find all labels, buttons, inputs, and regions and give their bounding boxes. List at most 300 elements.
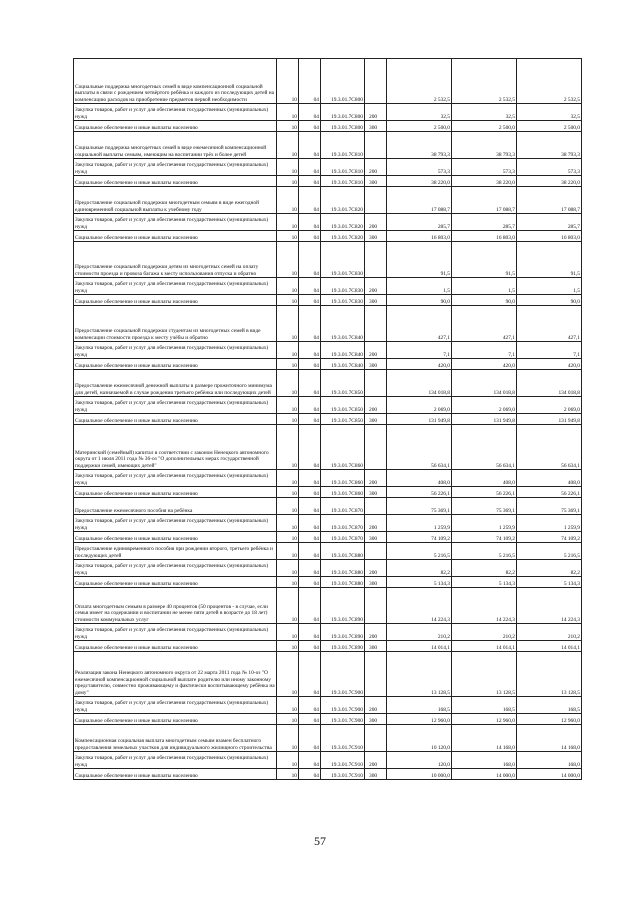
row-name: Предоставление социальной поддержки многодетным семьям в виде ежегодной единовременной социальной выплаты к учебному году: [74, 187, 277, 214]
row-name: Социальное обеспечение и иные выплаты населению: [74, 176, 277, 187]
expense-type-code: 300: [365, 414, 387, 425]
amount-year-1: 56 634,1: [387, 425, 452, 470]
amount-year-2: 13 128,5: [452, 652, 517, 697]
amount-year-2: 56 226,1: [452, 487, 517, 498]
row-name: Компенсационная социальная выплата многодетным семьям взамен бесплатного предоставления земельных участков для индивидуального жилищного строительства: [74, 725, 277, 752]
amount-year-3: 75 369,1: [517, 498, 582, 515]
table-row: [74, 624, 582, 641]
amount-year-3: 14 224,3: [517, 588, 582, 624]
amount-year-3: 131 949,8: [517, 414, 582, 425]
table-row: [74, 242, 582, 278]
amount-year-3: 38 793,3: [517, 132, 582, 159]
amount-year-2: 14 224,3: [452, 588, 517, 624]
section-code: 10: [277, 104, 299, 121]
amount-year-3: 17 088,7: [517, 187, 582, 214]
section-code: 10: [277, 214, 299, 231]
amount-year-2: 91,5: [452, 242, 517, 278]
row-name: Закупка товаров, работ и услуг для обеспечения государственных (муниципальных) нужд: [74, 397, 277, 414]
table-row: [74, 560, 582, 577]
section-code: 10: [277, 231, 299, 242]
row-name: Социальное обеспечение и иные выплаты населению: [74, 714, 277, 725]
row-name: Оплата многодетным семьям в размере 40 процентов (50 процентов - в случае, если семья имеет на содержании и воспитании не менее пяти детей в возрасте до 18 лет) стоимости коммунальных услуг: [74, 588, 277, 624]
budget-table: [73, 58, 582, 780]
amount-year-1: 120,0: [387, 752, 452, 769]
amount-year-1: 90,0: [387, 295, 452, 306]
target-article-code: 19.3.01.7С810: [321, 176, 365, 187]
amount-year-3: 2 532,5: [517, 59, 582, 104]
amount-year-3: 573,3: [517, 159, 582, 176]
subsection-code: 04: [299, 652, 321, 697]
amount-year-2: 427,1: [452, 306, 517, 342]
amount-year-2: 131 949,8: [452, 414, 517, 425]
expense-type-code: 200: [365, 560, 387, 577]
target-article-code: 19.3.01.7С870: [321, 515, 365, 532]
amount-year-1: 168,5: [387, 697, 452, 714]
target-article-code: 19.3.01.7С840: [321, 359, 365, 370]
amount-year-2: 2 069,0: [452, 397, 517, 414]
table-row: [74, 176, 582, 187]
target-article-code: 19.3.01.7С910: [321, 725, 365, 752]
table-row: [74, 187, 582, 214]
section-code: 10: [277, 397, 299, 414]
amount-year-3: 82,2: [517, 560, 582, 577]
amount-year-2: 1,5: [452, 278, 517, 295]
amount-year-2: 2 500,0: [452, 121, 517, 132]
amount-year-2: 90,0: [452, 295, 517, 306]
subsection-code: 04: [299, 370, 321, 397]
expense-type-code: [365, 543, 387, 560]
row-name: Социальное обеспечение и иные выплаты населению: [74, 487, 277, 498]
section-code: 10: [277, 543, 299, 560]
amount-year-3: 1 259,9: [517, 515, 582, 532]
subsection-code: 04: [299, 306, 321, 342]
amount-year-3: 38 220,0: [517, 176, 582, 187]
amount-year-3: 2 500,0: [517, 121, 582, 132]
subsection-code: 04: [299, 752, 321, 769]
subsection-code: 04: [299, 532, 321, 543]
amount-year-2: 16 803,0: [452, 231, 517, 242]
amount-year-1: 1,5: [387, 278, 452, 295]
target-article-code: 19.3.01.7С810: [321, 132, 365, 159]
row-name: Закупка товаров, работ и услуг для обеспечения государственных (муниципальных) нужд: [74, 697, 277, 714]
subsection-code: 04: [299, 104, 321, 121]
subsection-code: 04: [299, 697, 321, 714]
subsection-code: 04: [299, 414, 321, 425]
amount-year-1: 82,2: [387, 560, 452, 577]
expense-type-code: 300: [365, 176, 387, 187]
amount-year-3: 5 134,3: [517, 577, 582, 588]
row-name: Социальное обеспечение и иные выплаты населению: [74, 359, 277, 370]
row-name: Социальное обеспечение и иные выплаты населению: [74, 641, 277, 652]
subsection-code: 04: [299, 397, 321, 414]
amount-year-2: 56 634,1: [452, 425, 517, 470]
page-number: 57: [314, 834, 326, 848]
subsection-code: 04: [299, 641, 321, 652]
table-row: [74, 121, 582, 132]
expense-type-code: 200: [365, 752, 387, 769]
target-article-code: 19.3.01.7С820: [321, 187, 365, 214]
table-row: [74, 725, 582, 752]
row-name: Социальное обеспечение и иные выплаты населению: [74, 577, 277, 588]
amount-year-3: 56 226,1: [517, 487, 582, 498]
amount-year-2: 2 532,5: [452, 59, 517, 104]
amount-year-1: 210,2: [387, 624, 452, 641]
amount-year-3: 5 216,5: [517, 543, 582, 560]
table-row: [74, 487, 582, 498]
amount-year-2: 74 109,2: [452, 532, 517, 543]
target-article-code: 19.3.01.7С830: [321, 295, 365, 306]
expense-type-code: 200: [365, 697, 387, 714]
row-name: Закупка товаров, работ и услуг для обеспечения государственных (муниципальных) нужд: [74, 342, 277, 359]
target-article-code: 19.3.01.7С890: [321, 624, 365, 641]
amount-year-3: 32,5: [517, 104, 582, 121]
target-article-code: 19.3.01.7С850: [321, 370, 365, 397]
target-article-code: 19.3.01.7С850: [321, 397, 365, 414]
expense-type-code: 300: [365, 359, 387, 370]
amount-year-3: 420,0: [517, 359, 582, 370]
target-article-code: 19.3.01.7С900: [321, 714, 365, 725]
amount-year-1: 38 793,3: [387, 132, 452, 159]
subsection-code: 04: [299, 242, 321, 278]
amount-year-2: 210,2: [452, 624, 517, 641]
amount-year-2: 408,0: [452, 470, 517, 487]
target-article-code: 19.3.01.7С890: [321, 641, 365, 652]
target-article-code: 19.3.01.7С800: [321, 59, 365, 104]
amount-year-2: 14 168,0: [452, 725, 517, 752]
row-name: Социальные поддержка многодетных семей в виде ежемесячной компенсационной социальной выплаты семьям, имеющим на воспитании трёх и более детей: [74, 132, 277, 159]
expense-type-code: 200: [365, 624, 387, 641]
target-article-code: 19.3.01.7С890: [321, 588, 365, 624]
section-code: 10: [277, 176, 299, 187]
expense-type-code: 200: [365, 214, 387, 231]
amount-year-2: 5 134,3: [452, 577, 517, 588]
target-article-code: 19.3.01.7С860: [321, 487, 365, 498]
target-article-code: 19.3.01.7С860: [321, 425, 365, 470]
subsection-code: 04: [299, 577, 321, 588]
expense-type-code: 300: [365, 295, 387, 306]
expense-type-code: 200: [365, 470, 387, 487]
section-code: 10: [277, 359, 299, 370]
amount-year-1: 573,3: [387, 159, 452, 176]
expense-type-code: [365, 725, 387, 752]
amount-year-2: 134 018,8: [452, 370, 517, 397]
table-row: [74, 769, 582, 780]
subsection-code: 04: [299, 132, 321, 159]
section-code: 10: [277, 242, 299, 278]
row-name: Материнский (семейный) капитал в соответствии с законом Ненецкого автономного округа от 1 июля 2011 года № 36-оз "О дополнительных мерах государственной поддержки семей, имеющих детей": [74, 425, 277, 470]
table-row: [74, 231, 582, 242]
subsection-code: 04: [299, 560, 321, 577]
subsection-code: 04: [299, 714, 321, 725]
subsection-code: 04: [299, 425, 321, 470]
subsection-code: 04: [299, 159, 321, 176]
row-name: Социальное обеспечение и иные выплаты населению: [74, 414, 277, 425]
expense-type-code: 300: [365, 121, 387, 132]
amount-year-2: 14 014,1: [452, 641, 517, 652]
expense-type-code: 200: [365, 397, 387, 414]
expense-type-code: 300: [365, 231, 387, 242]
amount-year-2: 75 369,1: [452, 498, 517, 515]
expense-type-code: 200: [365, 515, 387, 532]
section-code: 10: [277, 121, 299, 132]
expense-type-code: [365, 370, 387, 397]
amount-year-3: 13 128,5: [517, 652, 582, 697]
table-row: [74, 104, 582, 121]
amount-year-2: 5 216,5: [452, 543, 517, 560]
subsection-code: 04: [299, 121, 321, 132]
subsection-code: 04: [299, 470, 321, 487]
section-code: 10: [277, 59, 299, 104]
section-code: 10: [277, 624, 299, 641]
table-row: [74, 652, 582, 697]
table-row: [74, 159, 582, 176]
table-row: [74, 532, 582, 543]
table-row: [74, 588, 582, 624]
subsection-code: 04: [299, 359, 321, 370]
row-name: Социальное обеспечение и иные выплаты населению: [74, 231, 277, 242]
section-code: 10: [277, 487, 299, 498]
subsection-code: 04: [299, 59, 321, 104]
expense-type-code: 300: [365, 487, 387, 498]
amount-year-2: 168,5: [452, 697, 517, 714]
table-row: [74, 498, 582, 515]
amount-year-1: 2 532,5: [387, 59, 452, 104]
amount-year-2: 12 960,0: [452, 714, 517, 725]
subsection-code: 04: [299, 176, 321, 187]
table-row: [74, 515, 582, 532]
expense-type-code: [365, 242, 387, 278]
row-name: Предоставление социальной поддержки студентам из многодетных семей в виде компенсации стоимости проезда к месту учёбы и обратно: [74, 306, 277, 342]
target-article-code: 19.3.01.7С870: [321, 532, 365, 543]
expense-type-code: 300: [365, 577, 387, 588]
amount-year-1: 91,5: [387, 242, 452, 278]
amount-year-1: 420,0: [387, 359, 452, 370]
amount-year-3: 1,5: [517, 278, 582, 295]
table-row: [74, 425, 582, 470]
amount-year-1: 10 120,0: [387, 725, 452, 752]
expense-type-code: [365, 132, 387, 159]
section-code: 10: [277, 515, 299, 532]
amount-year-2: 14 000,0: [452, 769, 517, 780]
row-name: Социальное обеспечение и иные выплаты населению: [74, 532, 277, 543]
subsection-code: 04: [299, 588, 321, 624]
expense-type-code: 300: [365, 532, 387, 543]
target-article-code: 19.3.01.7С800: [321, 121, 365, 132]
table-row: [74, 641, 582, 652]
target-article-code: 19.3.01.7С880: [321, 560, 365, 577]
section-code: 10: [277, 725, 299, 752]
table-row: [74, 342, 582, 359]
subsection-code: 04: [299, 187, 321, 214]
subsection-code: 04: [299, 515, 321, 532]
table-row: [74, 59, 582, 104]
subsection-code: 04: [299, 498, 321, 515]
amount-year-1: 38 220,0: [387, 176, 452, 187]
amount-year-3: 14 168,0: [517, 725, 582, 752]
amount-year-2: 7,1: [452, 342, 517, 359]
row-name: Закупка товаров, работ и услуг для обеспечения государственных (муниципальных) нужд: [74, 624, 277, 641]
amount-year-1: 134 018,8: [387, 370, 452, 397]
expense-type-code: [365, 652, 387, 697]
subsection-code: 04: [299, 769, 321, 780]
table-row: [74, 714, 582, 725]
amount-year-2: 573,3: [452, 159, 517, 176]
row-name: Предоставление ежемесячного пособия на ребёнка: [74, 498, 277, 515]
amount-year-2: 82,2: [452, 560, 517, 577]
amount-year-1: 285,7: [387, 214, 452, 231]
amount-year-2: 38 220,0: [452, 176, 517, 187]
amount-year-1: 17 088,7: [387, 187, 452, 214]
subsection-code: 04: [299, 487, 321, 498]
expense-type-code: 200: [365, 104, 387, 121]
section-code: 10: [277, 577, 299, 588]
amount-year-2: 17 088,7: [452, 187, 517, 214]
amount-year-3: 427,1: [517, 306, 582, 342]
row-name: Предоставление единовременного пособия при рождении второго, третьего ребёнка и последующих детей: [74, 543, 277, 560]
amount-year-1: 14 014,1: [387, 641, 452, 652]
expense-type-code: 300: [365, 714, 387, 725]
amount-year-3: 14 014,1: [517, 641, 582, 652]
subsection-code: 04: [299, 725, 321, 752]
expense-type-code: 300: [365, 769, 387, 780]
row-name: Закупка товаров, работ и услуг для обеспечения государственных (муниципальных) нужд: [74, 159, 277, 176]
target-article-code: 19.3.01.7С880: [321, 543, 365, 560]
row-name: Социальное обеспечение и иные выплаты населению: [74, 121, 277, 132]
amount-year-1: 408,0: [387, 470, 452, 487]
amount-year-3: 16 803,0: [517, 231, 582, 242]
row-name: Предоставление социальной поддержки детям из многодетных семей на оплату стоимости проезда и провоза багажа к месту использования отпуска и обратно: [74, 242, 277, 278]
target-article-code: 19.3.01.7С860: [321, 470, 365, 487]
expense-type-code: [365, 425, 387, 470]
amount-year-3: 408,0: [517, 470, 582, 487]
amount-year-1: 56 226,1: [387, 487, 452, 498]
expense-type-code: [365, 306, 387, 342]
expense-type-code: 200: [365, 159, 387, 176]
section-code: 10: [277, 425, 299, 470]
expense-type-code: [365, 588, 387, 624]
amount-year-3: 2 069,0: [517, 397, 582, 414]
amount-year-3: 12 960,0: [517, 714, 582, 725]
row-name: Предоставление ежемесячной денежной выплаты в размере прожиточного минимума для детей, назначаемой в случае рождения третьего ребёнка или последующих детей: [74, 370, 277, 397]
amount-year-1: 131 949,8: [387, 414, 452, 425]
amount-year-3: 91,5: [517, 242, 582, 278]
section-code: 10: [277, 278, 299, 295]
section-code: 10: [277, 370, 299, 397]
section-code: 10: [277, 498, 299, 515]
amount-year-1: 7,1: [387, 342, 452, 359]
table-row: [74, 397, 582, 414]
row-name: Социальное обеспечение и иные выплаты населению: [74, 295, 277, 306]
amount-year-1: 2 069,0: [387, 397, 452, 414]
row-name: Закупка товаров, работ и услуг для обеспечения государственных (муниципальных) нужд: [74, 214, 277, 231]
amount-year-3: 285,7: [517, 214, 582, 231]
section-code: 10: [277, 652, 299, 697]
target-article-code: 19.3.01.7С910: [321, 769, 365, 780]
target-article-code: 19.3.01.7С820: [321, 214, 365, 231]
subsection-code: 04: [299, 543, 321, 560]
table-row: [74, 278, 582, 295]
amount-year-1: 16 803,0: [387, 231, 452, 242]
target-article-code: 19.3.01.7С870: [321, 498, 365, 515]
target-article-code: 19.3.01.7С800: [321, 104, 365, 121]
amount-year-2: 285,7: [452, 214, 517, 231]
subsection-code: 04: [299, 278, 321, 295]
table-row: [74, 752, 582, 769]
row-name: Закупка товаров, работ и услуг для обеспечения государственных (муниципальных) нужд: [74, 515, 277, 532]
table-row: [74, 306, 582, 342]
amount-year-3: 134 018,8: [517, 370, 582, 397]
amount-year-2: 38 793,3: [452, 132, 517, 159]
amount-year-1: 1 259,9: [387, 515, 452, 532]
section-code: 10: [277, 414, 299, 425]
row-name: Социальные поддержка многодетных семей в виде компенсационной социальной выплаты в связи с рождением четвёртого ребёнка и каждого из последующих детей на компенсацию расходов на приобретение предметов первой необходимости: [74, 59, 277, 104]
target-article-code: 19.3.01.7С900: [321, 652, 365, 697]
amount-year-1: 75 369,1: [387, 498, 452, 515]
amount-year-1: 5 134,3: [387, 577, 452, 588]
amount-year-1: 12 960,0: [387, 714, 452, 725]
expense-type-code: [365, 498, 387, 515]
amount-year-3: 14 000,0: [517, 769, 582, 780]
expense-type-code: [365, 59, 387, 104]
amount-year-2: 168,0: [452, 752, 517, 769]
target-article-code: 19.3.01.7С880: [321, 577, 365, 588]
amount-year-3: 74 109,2: [517, 532, 582, 543]
section-code: 10: [277, 714, 299, 725]
expense-type-code: 200: [365, 342, 387, 359]
row-name: Закупка товаров, работ и услуг для обеспечения государственных (муниципальных) нужд: [74, 752, 277, 769]
amount-year-2: 32,5: [452, 104, 517, 121]
target-article-code: 19.3.01.7С820: [321, 231, 365, 242]
target-article-code: 19.3.01.7С840: [321, 306, 365, 342]
row-name: Закупка товаров, работ и услуг для обеспечения государственных (муниципальных) нужд: [74, 560, 277, 577]
target-article-code: 19.3.01.7С910: [321, 752, 365, 769]
section-code: 10: [277, 295, 299, 306]
amount-year-1: 5 216,5: [387, 543, 452, 560]
table-row: [74, 577, 582, 588]
section-code: 10: [277, 769, 299, 780]
section-code: 10: [277, 187, 299, 214]
section-code: 10: [277, 532, 299, 543]
amount-year-3: 56 634,1: [517, 425, 582, 470]
subsection-code: 04: [299, 342, 321, 359]
table-row: [74, 359, 582, 370]
amount-year-3: 90,0: [517, 295, 582, 306]
amount-year-2: 420,0: [452, 359, 517, 370]
table-row: [74, 370, 582, 397]
amount-year-1: 32,5: [387, 104, 452, 121]
amount-year-3: 7,1: [517, 342, 582, 359]
section-code: 10: [277, 306, 299, 342]
section-code: 10: [277, 588, 299, 624]
target-article-code: 19.3.01.7С810: [321, 159, 365, 176]
amount-year-1: 2 500,0: [387, 121, 452, 132]
expense-type-code: 300: [365, 641, 387, 652]
table-row: [74, 470, 582, 487]
target-article-code: 19.3.01.7С830: [321, 242, 365, 278]
section-code: 10: [277, 641, 299, 652]
section-code: 10: [277, 697, 299, 714]
table-row: [74, 214, 582, 231]
table-row: [74, 414, 582, 425]
amount-year-1: 10 000,0: [387, 769, 452, 780]
subsection-code: 04: [299, 214, 321, 231]
target-article-code: 19.3.01.7С900: [321, 697, 365, 714]
section-code: 10: [277, 470, 299, 487]
expense-type-code: [365, 187, 387, 214]
amount-year-1: 74 109,2: [387, 532, 452, 543]
amount-year-3: 168,0: [517, 752, 582, 769]
amount-year-1: 13 128,5: [387, 652, 452, 697]
